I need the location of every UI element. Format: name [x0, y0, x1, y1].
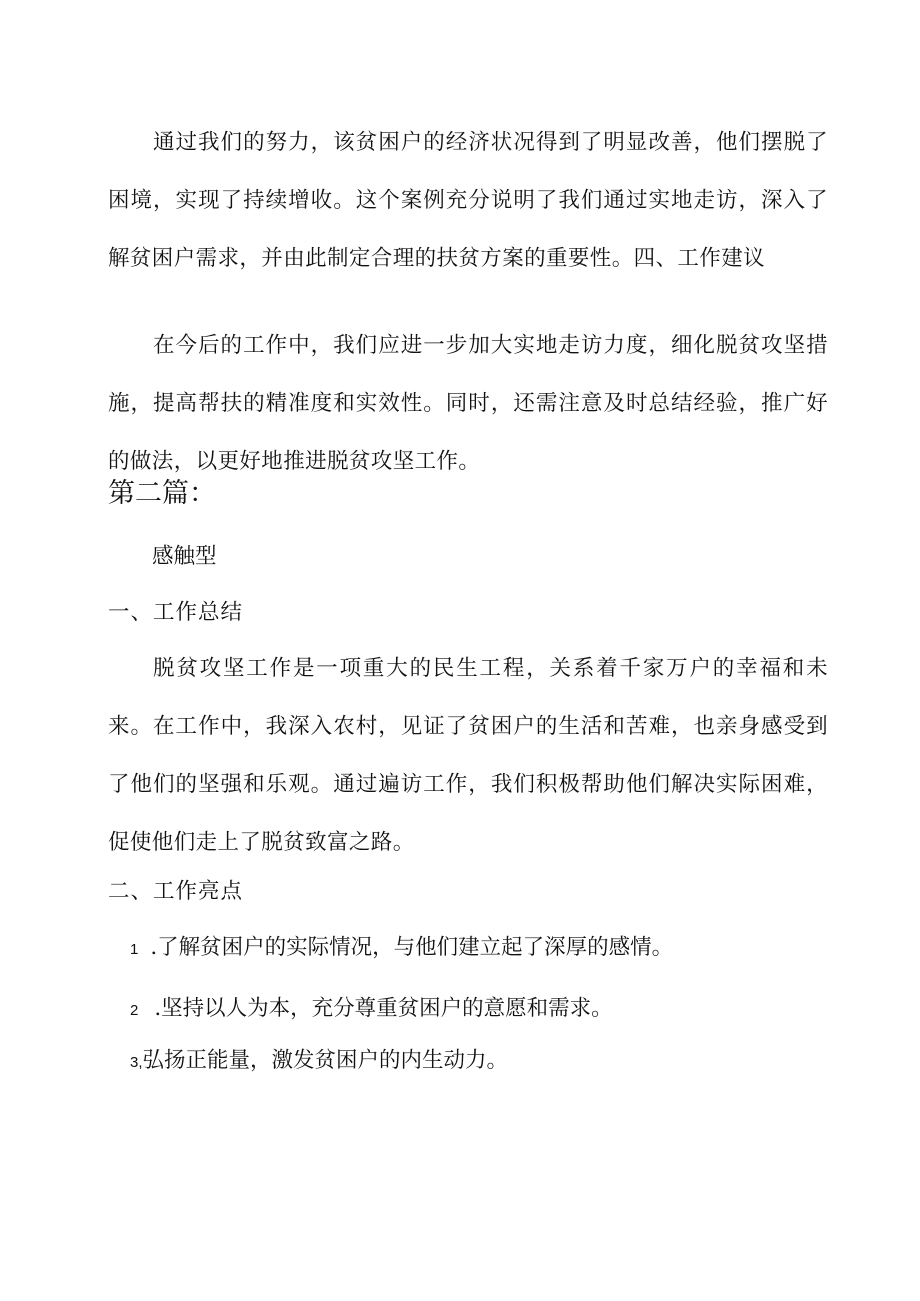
paragraph-work-suggestion: 在今后的工作中，我们应进一步加大实地走访力度，细化脱贫攻坚措施，提高帮扶的精准度和实效性。同时，还需注意及时总结经验，推广好的做法，以更好地推进脱贫攻坚工作。 [108, 333, 828, 474]
highlight-number: 2 [130, 1002, 139, 1019]
paragraph-work-summary: 脱贫攻坚工作是一项重大的民生工程，关系着千家万户的幸福和未来。在工作中，我深入农村，见证了贫困户的生活和苦难，也亲身感受到了他们的坚强和乐观。通过遍访工作，我们积极帮助他们解决实际困难，促使他们走上了脱贫致富之路。 [108, 656, 828, 855]
highlight-text: .坚持以人为本，充分尊重贫困户的意愿和需求。 [154, 996, 613, 1021]
section-title-work-summary: 一、工作总结 [108, 600, 244, 625]
highlight-text: 弘扬正能量，激发贫困户的内生动力。 [142, 1048, 509, 1073]
highlight-item-3 [130, 1046, 508, 1078]
paragraph-case-result: 通过我们的努力，该贫困户的经济状况得到了明显改善，他们摆脱了困境，实现了持续增收。这个案例充分说明了我们通过实地走访，深入了解贫困户需求，并由此制定合理的扶贫方案的重要性。四、工作建议 [108, 130, 828, 271]
highlight-item-1 [130, 933, 673, 965]
chapter-title: 第二篇： [108, 478, 216, 509]
chapter-subtitle: 感触型 [152, 544, 217, 569]
highlight-item-2 [130, 994, 613, 1026]
highlight-number: 1 [130, 941, 139, 958]
section-title-work-highlights: 二、工作亮点 [108, 879, 244, 904]
highlight-text: .了解贫困户的实际情况，与他们建立起了深厚的感情。 [150, 935, 674, 960]
highlight-number: 3, [130, 1054, 143, 1071]
